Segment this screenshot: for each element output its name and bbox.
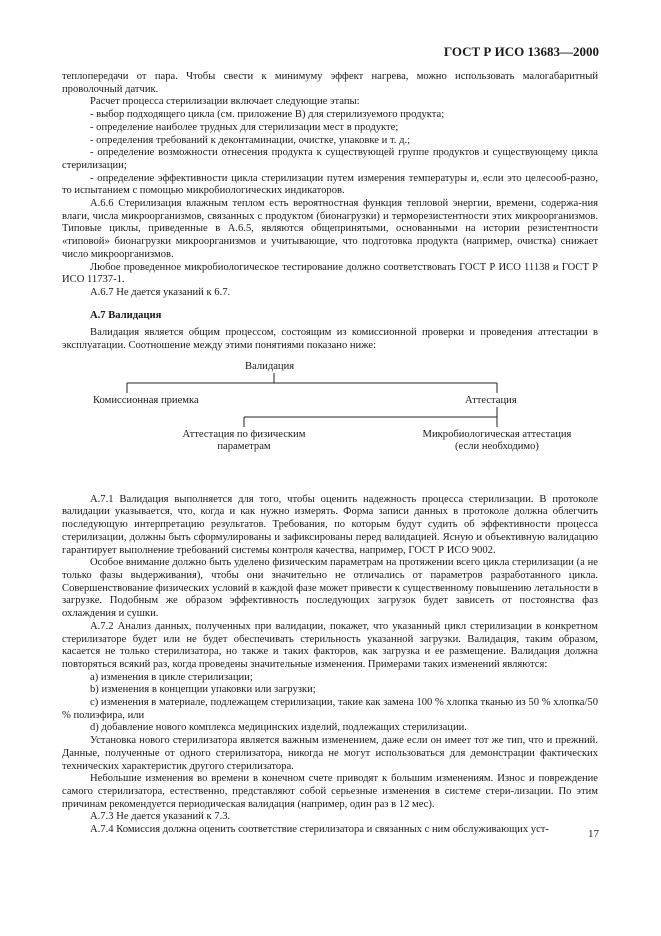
diagram-node-commissioning: Комиссионная приемка (93, 394, 199, 406)
diagram-node-qualification: Аттестация (465, 394, 517, 406)
paragraph: Установка нового стерилизатора является важным изменением, даже если он имеет тот же тип, что и прежний. Данные, полученные от одного стерилизатора, никогда не могут использоваться для демонстрации фактических технических характеристик другого стерилизатора. (62, 735, 598, 772)
paragraph: А.7.4 Комиссия должна оценить соответствие стерилизатора и связанных с ним обслуживающих уст- (90, 824, 549, 836)
diagram-node-physical-qualification: Аттестация по физическим параметрам (182, 428, 306, 453)
paragraph: А.7.3 Не дается указаний к 7.3. (90, 811, 231, 823)
paragraph: А.6.7 Не дается указаний к 6.7. (90, 286, 231, 298)
paragraph: теплопередачи от пара. Чтобы свести к минимуму эффект нагрева, можно использовать малогабаритный проволочный датчик. (62, 71, 598, 95)
document-code-header: ГОСТ Р ИСО 13683—2000 (443, 44, 599, 59)
list-item: - определение эффективности цикла стерилизации путем измерения температуры и, если это целесооб-разно, то испытанием с помощью микробиологических индикаторов. (62, 172, 598, 197)
diagram-node-label: Микробиологическая аттестация (422, 428, 572, 440)
page-number: 17 (588, 828, 599, 840)
diagram-node-validation: Валидация (245, 360, 295, 372)
validation-diagram (62, 361, 598, 484)
paragraph: Валидация является общим процессом, состоящим из комиссионной проверки и проведения аттестации в эксплуатации. Соотношение между этими понятиями показано ниже: (62, 327, 598, 352)
paragraph: А.6.6 Стерилизация влажным теплом есть вероятностная функция тепловой энергии, времени, содержа-ния влаги, числа микроорганизмов, связанных с продуктом (бионагрузки) и терморезистентности этих микроорганизмов. Типовые циклы, приведенные в А.6.5, являются общепринятыми, основанными на истории резистентности «типовой» бионагрузки микроорганизмов и учитывающие, что подготовка продукта (например, очистка) снижает число микроорганизмов. (62, 198, 598, 260)
paragraph: Любое проведенное микробиологическое тестирование должно соответствовать ГОСТ Р ИСО 11138 и ГОСТ Р ИСО 11737-1. (62, 261, 598, 286)
list-item: b) изменения в концепции упаковки или загрузки; (90, 684, 316, 696)
list-item: a) изменения в цикле стерилизации; (90, 671, 253, 683)
paragraph: Особое внимание должно быть уделено физическим параметрам на протяжении всего цикла стерилизации (а не только фазы выдерживания), чтобы они значительно не отличались от параметров разработанного цикла. Совершенствование физических условий в каждой фазе может привести к существенному повышению летальности в загрузке. Подобным же образом эффективность последующих загрузок будет зависеть от постоянства фаз охлаждения и сушки. (62, 557, 598, 620)
list-item: d) добавление нового комплекса медицинских изделий, подлежащих стерилизации. (90, 722, 467, 734)
paragraph: Небольшие изменения во времени в конечном счете приводят к большим изменениям. Износ и повреждение самого стерилизатора, естественно, представляют собой серьезные изменения в системе стери-лизации. По этим причинам рекомендуется периодическая валидация (например, один раз в 12 мес). (62, 773, 598, 810)
paragraph: А.7.1 Валидация выполняется для того, чтобы оценить надежность процесса стерилизации. В протоколе валидации указывается, что, когда и как нужно измерять. Форма записи данных в протоколе должна облегчить последующую интерпретацию результатов. Требования, по которым будут судить об эффективности процесса стерилизации, должны быть сформулированы и зафиксированы перед валидацией. Ясную и объективную валидацию гарантирует выполнение требований системы контроля качества, например, ГОСТ Р ИСО 9002. (62, 493, 598, 556)
diagram-node-label: (если необходимо) (455, 441, 539, 453)
diagram-connectors (62, 361, 598, 484)
page-body (62, 71, 598, 837)
paragraph: А.7.2 Анализ данных, полученных при валидации, покажет, что указанный цикл стерилизации в конкретном стерилизаторе будет или не будет обеспечивать стерильность указанной загрузки. Валидация, таким образом, касается не только стерилизатора, но также и таких факторов, как загрузка и ее размещение. Валидация должна повторяться всякий раз, когда проведены значительные изменения. Примерами таких изменений являются: (62, 620, 598, 670)
section-heading: А.7 Валидация (90, 309, 162, 321)
list-item: c) изменения в материале, подлежащем стерилизации, такие как замена 100 % хлопка тканью из 50 % хлопка/50 % полиэфира, или (62, 697, 598, 721)
diagram-node-microbiological-qualification (407, 429, 587, 454)
list-item: - определение наиболее трудных для стерилизации мест в продукте; (90, 121, 399, 133)
paragraph: Расчет процесса стерилизации включает следующие этапы: (90, 96, 360, 108)
list-item: - выбор подходящего цикла (см. приложение В) для стерилизуемого продукта; (90, 109, 445, 121)
list-item: - определения требований к деконтаминации, очистке, упаковке и т. д.; (90, 134, 411, 146)
list-item: - определение возможности отнесения продукта к существующей группе продуктов и существующему цикла стерилизации; (62, 147, 598, 171)
